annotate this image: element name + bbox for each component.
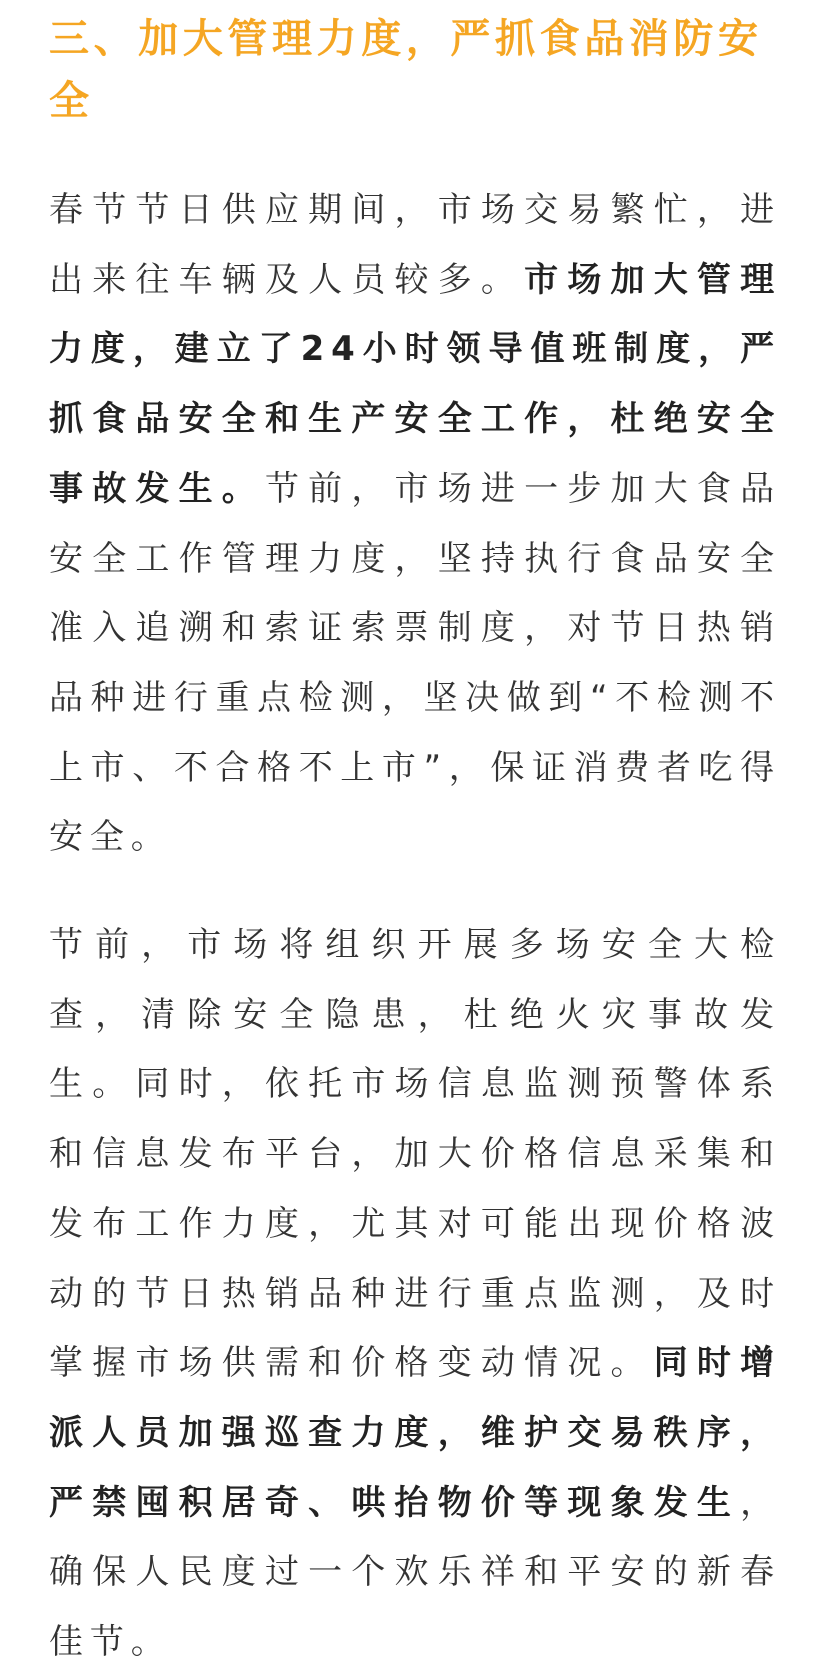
paragraph-2 xyxy=(49,911,781,1678)
paragraph-1-bold-text: 市场加大管理力度，建立了24小时领导值班制度，严抓食品安全和生产安全工作，杜绝安全事故发生。 xyxy=(49,259,781,509)
paragraph-1-text-2: 节前，市场进一步加大食品安全工作管理力度，坚持执行食品安全准入追溯和索证索票制度，对节日热销品种进行重点检测，坚决做到“不检测不上市、不合格不上市”，保证消费者吃得安全。 xyxy=(49,468,781,858)
article-body xyxy=(49,8,781,1678)
paragraph-1 xyxy=(49,176,781,873)
section-title: 三、加大管理力度，严抓食品消防安全 xyxy=(49,16,763,124)
paragraph-2-text-1: 节前，市场将组织开展多场安全大检查，清除安全隐患，杜绝火灾事故发生。同时，依托市场信息监测预警体系和信息发布平台，加大价格信息采集和发布工作力度，尤其对可能出现价格波动的节日热销品种进行重点监测，及时掌握市场供需和价格变动情况。 xyxy=(49,925,781,1384)
paragraph-2-text-2: ，确保人民度过一个欢乐祥和平安的新春佳节。 xyxy=(49,1482,781,1663)
paragraph-2-bold-text: 同时增派人员加强巡查力度，维护交易秩序，严禁囤积居奇、哄抬物价等现象发生 xyxy=(49,1343,781,1523)
paragraph-1-text-1: 春节节日供应期间，市场交易繁忙，进出来往车辆及人员较多。 xyxy=(49,190,781,300)
